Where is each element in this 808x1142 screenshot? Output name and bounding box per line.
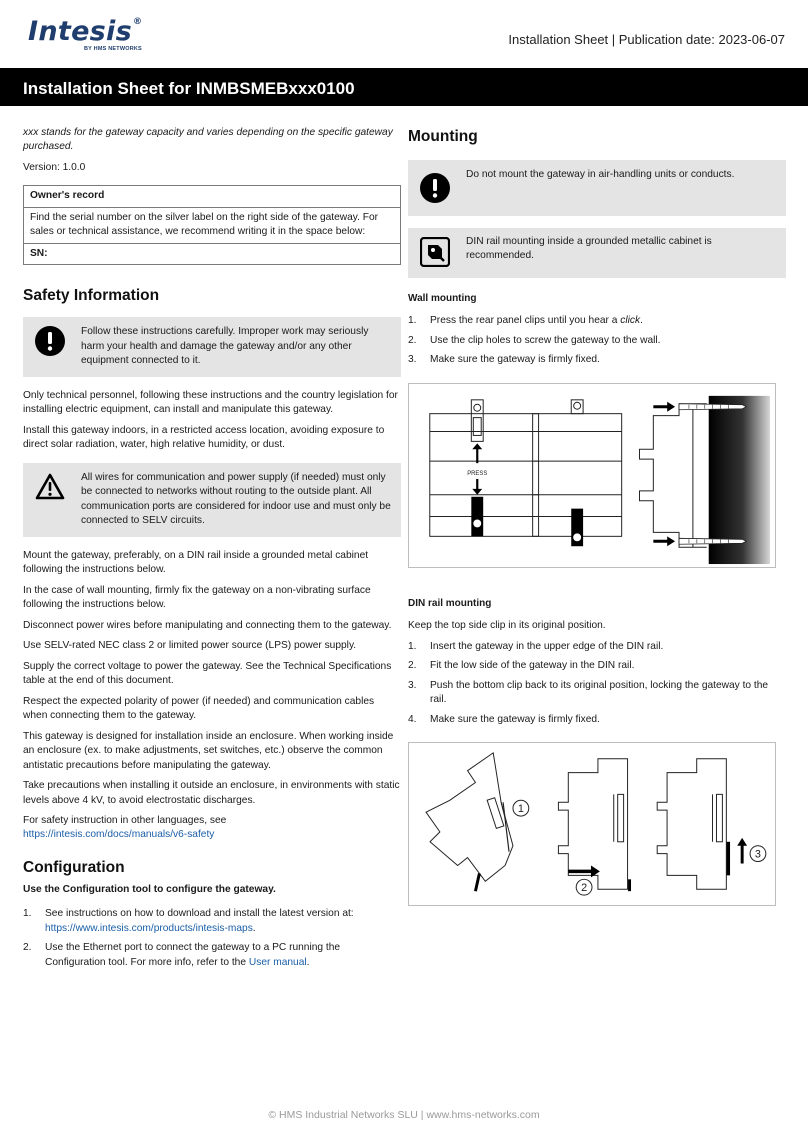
publication-meta: Installation Sheet | Publication date: 2023-06-07: [508, 32, 785, 47]
right-column: [408, 126, 786, 924]
list-item: 1. See instructions on how to download and install the latest version at: https://www.intesis.com/products/intesis-maps.: [23, 908, 354, 934]
list-item: 3. Push the bottom clip back to its original position, locking the gateway to the rail.: [408, 679, 769, 706]
brand-logo: [28, 18, 142, 54]
safety-languages: For safety instruction in other languages, see https://intesis.com/docs/manuals/v6-safety: [23, 814, 227, 841]
list-item: 4. Make sure the gateway is firmly fixed.: [408, 713, 600, 725]
mounting-note-info-text: DIN rail mounting inside a grounded metallic cabinet is recommended.: [466, 236, 712, 262]
safety-paragraph: Mount the gateway, preferably, on a DIN rail inside a grounded metal cabinet following the instructions below.: [23, 549, 369, 576]
serial-number-field: SN:: [24, 243, 400, 264]
din-mounting-intro: Keep the top side clip in its original position.: [408, 620, 606, 632]
callout-2: [576, 880, 592, 896]
mounting-note-info: [408, 228, 786, 278]
list-item: 2. Use the Ethernet port to connect the gateway to a PC running the Configuration tool. For more info, refer to the User manual.: [23, 942, 341, 968]
list-item: 3. Make sure the gateway is firmly fixed.: [408, 354, 600, 366]
owner-record: [23, 185, 401, 265]
gateway-side-view: [639, 403, 706, 546]
warning-triangle-icon: [35, 472, 65, 502]
configuration-steps: [23, 907, 401, 970]
safety-heading: Safety Information: [23, 287, 160, 305]
wall-mounting-heading: Wall mounting: [408, 293, 477, 304]
list-item: 1. Insert the gateway in the upper edge of the DIN rail.: [408, 640, 664, 652]
intro-note: xxx stands for the gateway capacity and varies depending on the specific gateway purchased.: [23, 127, 393, 153]
safety-paragraph: Use SELV-rated NEC class 2 or limited power source (LPS) power supply.: [23, 640, 357, 652]
safety-note-caution-text: Follow these instructions carefully. Improper work may seriously harm your health and damage the gateway and/or any other equipment connected to it.: [81, 326, 369, 367]
din-step-1-tilted-gateway: [426, 753, 513, 881]
list-item: 2. Use the clip holes to screw the gateway to the wall.: [408, 334, 661, 346]
document-title: Installation Sheet for INMBSMEBxxx0100: [0, 68, 808, 106]
safety-paragraph: Respect the expected polarity of power (if needed) and communication cables when connecting them to the gateway.: [23, 695, 375, 722]
safety-paragraph: Only technical personnel, following these instructions and the country legislation for installing electric equipment, can install and manipulate this gateway.: [23, 389, 398, 416]
press-label: PRESS: [467, 470, 488, 477]
safety-paragraph: This gateway is designed for installation inside an enclosure. When working inside an enclosure (ex. to make adjustments, set switches, etc.) observe the common antistatic precautions before manipulating the gateway.: [23, 730, 394, 771]
din-mounting-steps: [408, 640, 786, 727]
safety-paragraph: Supply the correct voltage to power the gateway. See the Technical Specifications table at the end of this document.: [23, 660, 392, 687]
page-footer: © HMS Industrial Networks SLU | www.hms-networks.com: [268, 1109, 540, 1121]
din-step-3-gateway: [657, 759, 726, 889]
list-item: 2. Fit the low side of the gateway in the DIN rail.: [408, 660, 635, 672]
safety-note-warning-text: All wires for communication and power supply (if needed) must only be connected to networks without routing to the outside plant. All communication ports are considered for indoor use and must only be connected to SELV circuits.: [81, 471, 391, 527]
brand-name: Intesis®: [28, 16, 143, 47]
list-item: 1. Press the rear panel clips until you hear a click.: [408, 315, 643, 327]
user-manual-link[interactable]: User manual: [248, 956, 307, 968]
svg-text:1: 1: [517, 803, 524, 816]
safety-note-warning: [23, 463, 401, 537]
svg-text:3: 3: [754, 848, 761, 861]
din-mounting-figure: [408, 742, 776, 906]
mounting-note-caution: [408, 160, 786, 216]
maps-download-link[interactable]: https://www.intesis.com/products/intesis-maps: [45, 922, 253, 934]
owner-record-title: Owner's record: [30, 190, 105, 202]
mounting-heading: Mounting: [408, 128, 478, 145]
exclamation-icon: [35, 326, 65, 356]
owner-record-text: Find the serial number on the silver label on the right side of the gateway. For sales or technical assistance, we recommend writing it in the space below:: [24, 207, 400, 243]
configuration-heading: Configuration: [23, 858, 125, 876]
left-column: [23, 126, 401, 975]
brand-subtitle: BY HMS NETWORKS: [84, 46, 142, 52]
gateway-rear-view-press: [430, 399, 539, 536]
version: Version: 1.0.0: [23, 161, 86, 173]
callout-3: [750, 846, 766, 862]
rear-clip-pressed: [471, 496, 483, 536]
callout-1: [513, 801, 529, 817]
wall-mounting-figure: [408, 383, 776, 568]
configuration-subheading: Use the Configuration tool to configure the gateway.: [23, 883, 276, 895]
wall-mounting-steps: [408, 314, 786, 367]
mounting-note-caution-text: Do not mount the gateway in air-handling units or conducts.: [466, 169, 735, 180]
safety-paragraph: Disconnect power wires before manipulating and connecting them to the gateway.: [23, 619, 392, 631]
safety-paragraph: Take precautions when installing it outside an enclosure, in environments with static levels above 4 kV, to avoid electrostatic discharges.: [23, 780, 400, 806]
svg-text:2: 2: [581, 882, 588, 895]
din-rail-cabinet-icon: [420, 237, 450, 267]
din-mounting-heading: DIN rail mounting: [408, 598, 492, 610]
exclamation-icon: [420, 173, 450, 203]
safety-paragraph: Install this gateway indoors, in a restricted access location, avoiding exposure to direct solar radiation, water, high relative humidity, or dust.: [23, 424, 385, 451]
safety-note-caution: [23, 317, 401, 376]
safety-paragraph: In the case of wall mounting, firmly fix the gateway on a non-vibrating surface following the instructions below.: [23, 584, 371, 611]
safety-languages-link[interactable]: https://intesis.com/docs/manuals/v6-safety: [23, 829, 215, 841]
